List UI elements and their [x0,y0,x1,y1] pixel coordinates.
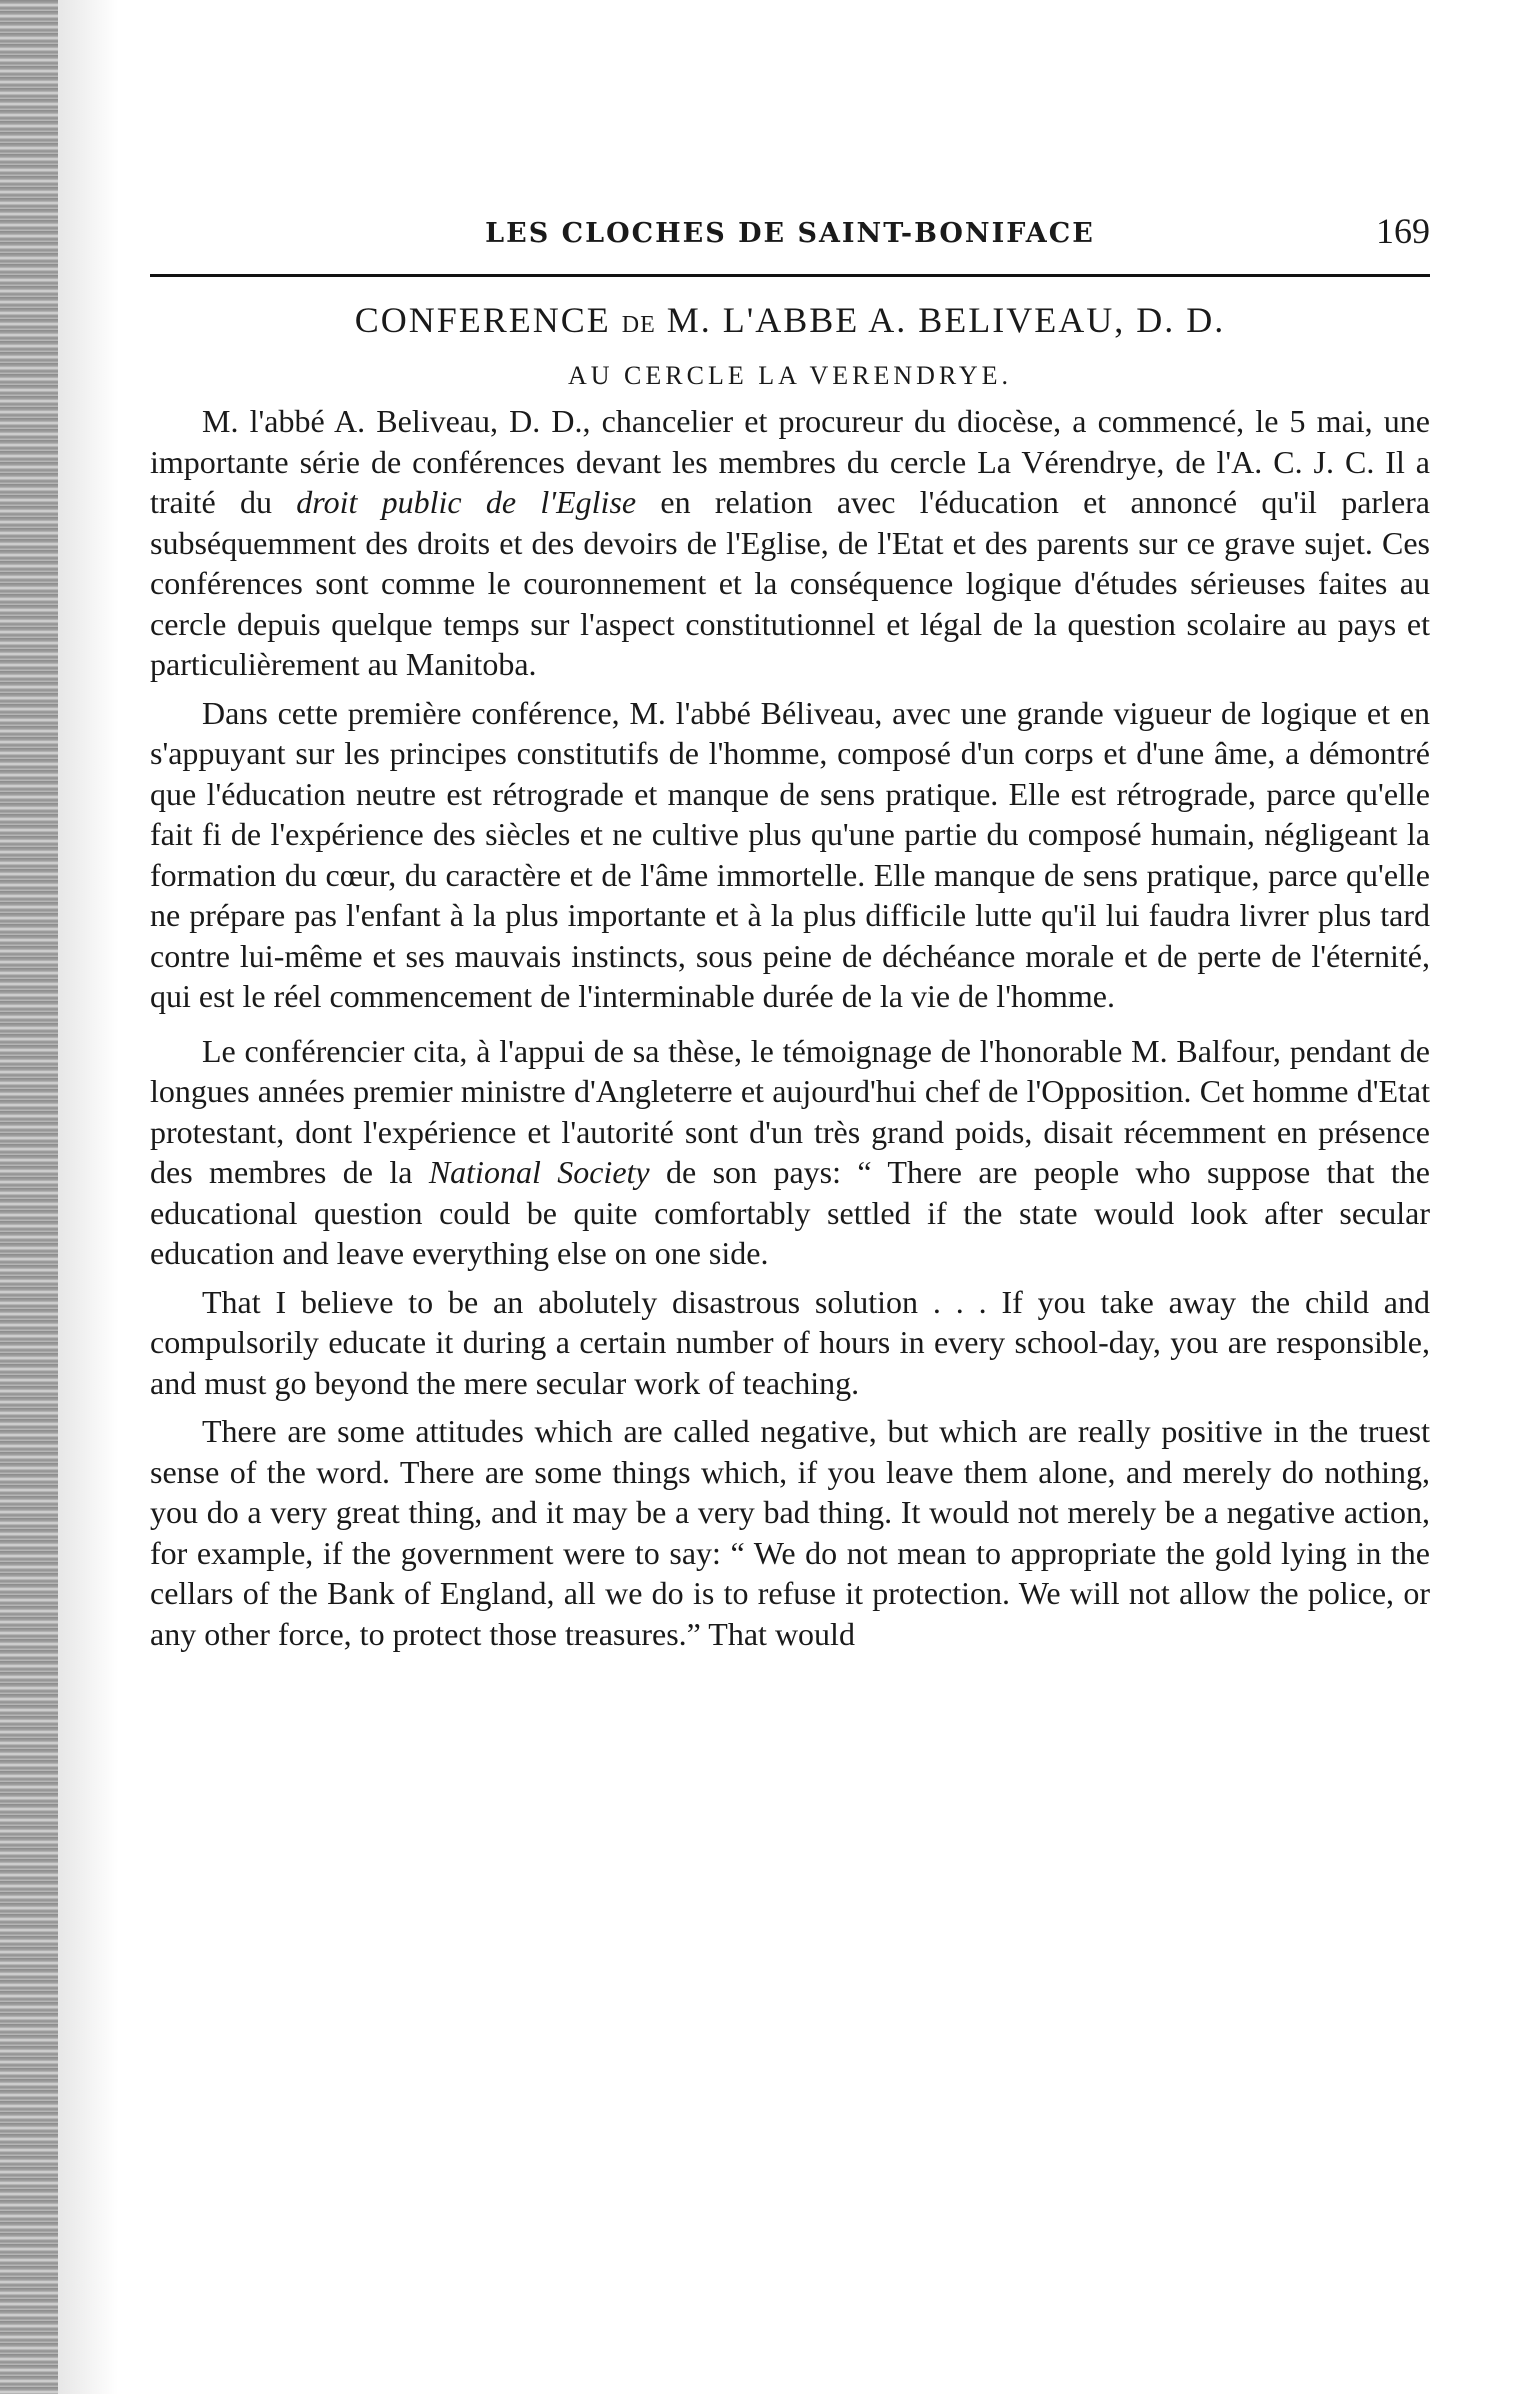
article-title-de: DE [621,312,656,338]
paragraph-2: Dans cette première conférence, M. l'abbé Béliveau, avec une grande vigueur de logique et en s'appuyant sur les principes constitutifs de l'homme, composé d'un corps et d'une âme, a démontré que l'éducation neutre est rétrograde et manque de sens pratique. Elle est rétrograde, parce qu'elle fait fi de l'expérience des siècles et ne cultive plus qu'une partie du composé humain, négligeant la formation du cœur, du caractère et de l'âme immortelle. Elle manque de sens pratique, parce qu'elle ne prépare pas l'enfant à la plus importante et à la plus difficile lutte qu'il lui faudra livrer plus tard contre lui-même et ses mauvais instincts, sous peine de déchéance morale et de perte de l'éternité, qui est le réel commencement de l'interminable durée de la vie de l'homme. [150,694,1430,1014]
binding-shadow [58,0,118,2394]
paragraph-1-text-a: M. l'abbé A. Beliveau, D. D., chancelier et procureur du diocèse, a commencé, le 5 mai, une importante série de conférences devant les membres du cercle La Vérendrye, de l'A. C. J. C. Il a traité du [150,403,1430,520]
article-subtitle: AU CERCLE LA VERENDRYE. [568,361,1012,390]
paragraph-3 [150,1031,1430,1274]
paragraph-1-italic: droit public de l'Eglise [296,484,637,520]
paragraph-5: There are some attitudes which are called negative, but which are really positive in the truest sense of the word. There are some things which, if you leave them alone, and merely do nothing, you do a very great thing, and it may be a very bad thing. It would not merely be a negative action, for example, if the government were to say: “ We do not mean to appropriate the gold lying in the cellars of the Bank of England, all we do is to refuse it protection. We will not allow the police, or any other force, to protect those treasures.” That would [150,1413,1430,1652]
page-number: 169 [1376,211,1430,251]
header-rule [150,274,1430,277]
book-page [150,210,1430,1662]
article-title [150,299,1430,341]
paragraph-3-text-b: de son pays: “ There are people who suppose that the educational question could be quite comfortably settled if the state would look after secular education and leave everything else on one side. [150,1154,1430,1271]
running-title: LES CLOCHES DE SAINT-BONIFACE [485,218,1095,249]
paragraph-1-text-b: en relation avec l'éducation et annoncé qu'il parlera subséquemment des droits et des devoirs de l'Eglise, de l'Etat et des parents sur ce grave sujet. Ces conférences sont comme le couronnement et la conséquence logique d'études sérieuses faites au cercle depuis quelque temps sur l'aspect constitutionnel et légal de la question scolaire au pays et particulièrement au Manitoba. [150,484,1430,682]
article-title-part2: M. L'ABBE A. BELIVEAU, D. D. [666,300,1226,340]
paragraph-3-italic: National Society [428,1154,650,1190]
article-title-part1: CONFERENCE [354,300,611,340]
running-head [150,210,1430,262]
paragraph-1 [150,401,1430,685]
paragraph-4: That I believe to be an abolutely disastrous solution . . . If you take away the child and compulsorily educate it during a certain number of hours in every school-day, you are responsible, and must go beyond the mere secular work of teaching. [150,1283,1430,1401]
article-body [150,401,1430,1654]
paragraph-3-text-a: Le conférencier cita, à l'appui de sa thèse, le témoignage de l'honorable M. Balfour, pendant de longues années premier ministre d'Angleterre et aujourd'hui chef de l'Opposition. Cet homme d'Etat protestant, dont l'expérience et l'autorité sont d'un très grand poids, disait récemment en présence des membres de la [150,1032,1430,1190]
scanned-binding-edge [0,0,58,2394]
